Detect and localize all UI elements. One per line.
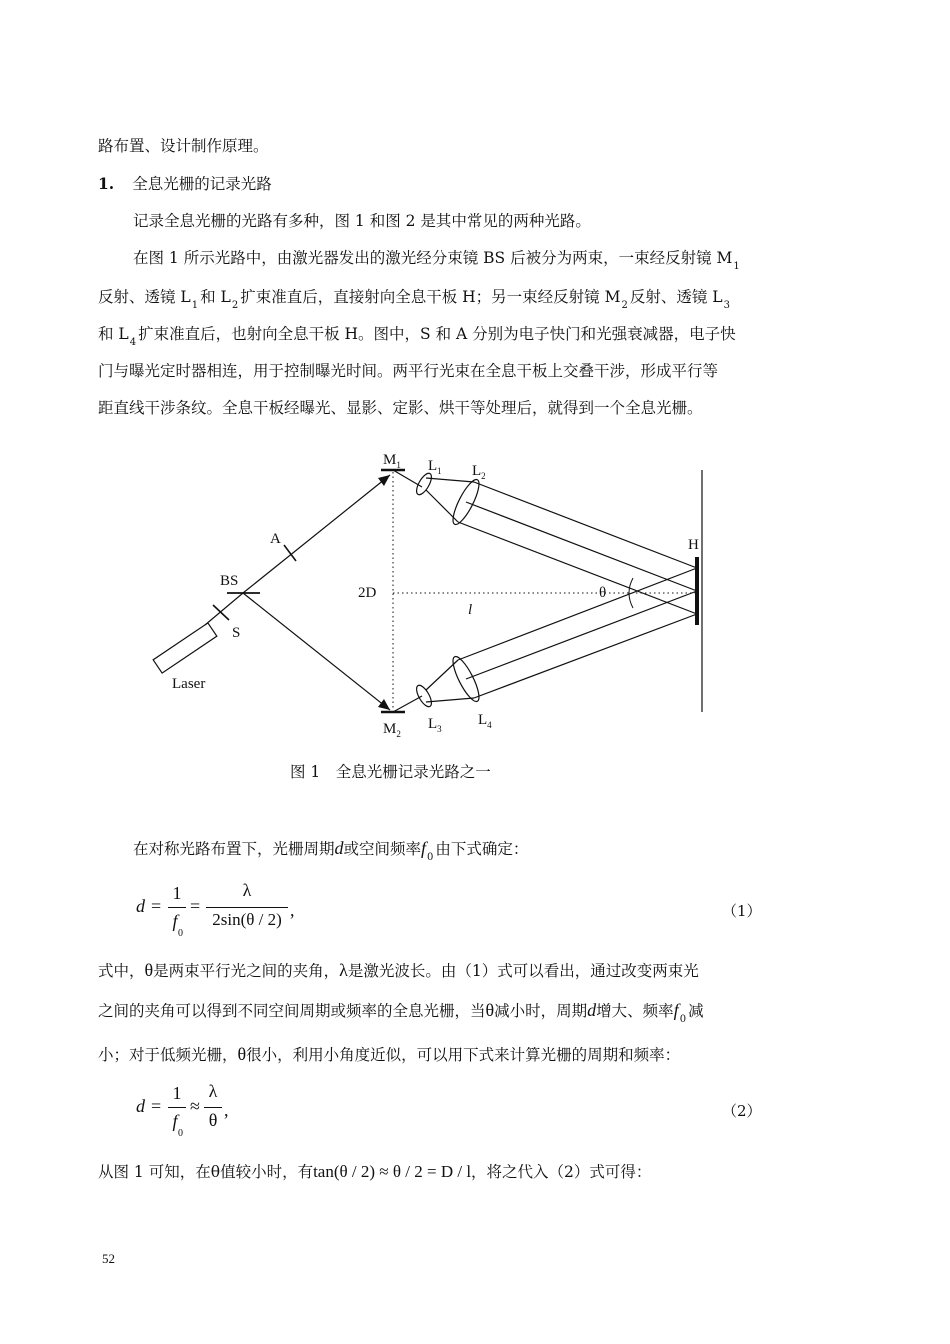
lens-L3 <box>414 683 435 709</box>
laser-box <box>153 623 217 673</box>
para-expl2: 之间的夹角可以得到不同空间周期或频率的全息光栅，当θ减小时，周期d增大、频率$f_0$ 减 <box>98 1000 704 1025</box>
label-laser: Laser <box>172 676 206 692</box>
label-BS: BS <box>220 573 239 589</box>
section-title: 全息光栅的记录光路 <box>132 175 272 193</box>
beam-bs-m2 <box>243 593 390 710</box>
label-2D: 2D <box>358 585 377 601</box>
section-heading <box>98 174 272 194</box>
para-fig1-line4: 门与曝光定时器相连，用于控制曝光时间。两平行光束在全息干板上交叠干涉，形成平行等 <box>98 362 719 380</box>
label-l: l <box>468 602 473 618</box>
label-A: A <box>270 531 281 547</box>
arrow-m1 <box>378 475 390 486</box>
label-H: H <box>688 537 699 553</box>
label-L1: $L_1$ <box>428 458 442 476</box>
arrow-m2 <box>378 699 390 710</box>
para-fig1-line2: 反射、透镜 $L_1$ 和 $L_2$ 扩束准直后，直接射向全息干板 H；另一束经反射镜 $M_2$ 反射、透镜 $L_3$ <box>98 288 730 311</box>
equation-1-number: （1） <box>722 902 762 920</box>
label-S: S <box>232 625 241 641</box>
para-routes: 记录全息光栅的光路有多种，图 1 和图 2 是其中常见的两种光路。 <box>133 212 591 230</box>
beam-laser-bs <box>205 593 243 625</box>
label-L4: $L_4$ <box>478 712 492 730</box>
label-L3: $L_3$ <box>428 716 442 734</box>
beam-bs-m1 <box>243 475 390 593</box>
para-fig1-line1: 在图 1 所示光路中，由激光器发出的激光经分束镜 BS 后被分为两束，一束经反射镜 $M_1$ <box>133 249 740 272</box>
para-sym: 在对称光路布置下，光栅周期d或空间频率$f_0$ 由下式确定： <box>133 838 529 863</box>
para-fig1-line5: 距直线干涉条纹。全息干板经曝光、显影、定影、烘干等处理后，就得到一个全息光栅。 <box>98 399 703 417</box>
para-fig1-line3: 和 $L_4$ 扩束准直后，也射向全息干板 H。图中，S 和 A 分别为电子快门和光强衰减器，电子快 <box>98 325 736 348</box>
para-intro: 路布置、设计制作原理。 <box>98 137 269 155</box>
para-expl1: 式中，θ是两束平行光之间的夹角，λ是激光波长。由（1）式可以看出，通过改变两束光 <box>98 960 699 980</box>
section-number: 1. <box>98 174 115 193</box>
equation-2-number: （2） <box>722 1102 762 1120</box>
label-M2: $M_2$ <box>383 721 401 739</box>
label-M1: $M_1$ <box>383 452 401 470</box>
figure1-caption: 图 1 全息光栅记录光路之一 <box>290 763 491 781</box>
para-final: 从图 1 可知，在θ值较小时，有tan(θ / 2) ≈ θ / 2 = D / l，将之代入（2）式可得： <box>98 1162 652 1181</box>
para-expl3: 小；对于低频光栅，θ很小，利用小角度近似，可以用下式来计算光栅的周期和频率： <box>98 1044 681 1064</box>
label-L2: $L_2$ <box>472 463 486 481</box>
figure1-diagram <box>0 440 950 760</box>
label-theta: θ <box>599 585 607 601</box>
page-number: 52 <box>102 1251 115 1266</box>
